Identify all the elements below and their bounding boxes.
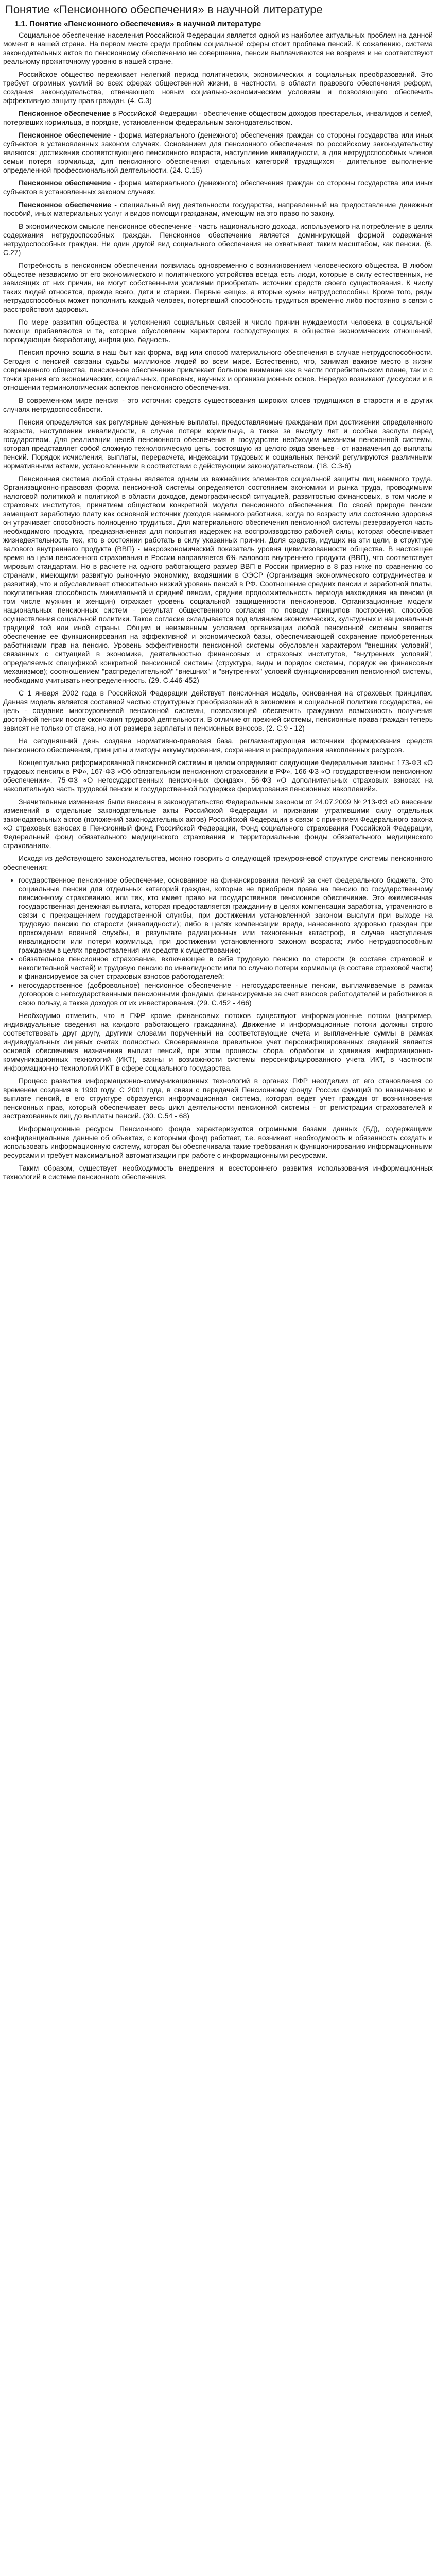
paragraph-text: Пенсия определяется как регулярные денежные выплаты, предоставляемые гражданам при достижении определенного возраста, наступлении инвалидности, в случае потери кормильца, а также за выслугу лет и особые заслуги перед государством. Для реализации целей пенсионного обеспечения в государстве необходим механизм пенсионной системы, которая представляет собой сложную технологическую цепь, состоящую из целого ряда звеньев - от назначения до выплаты пенсий. Порядок исчисления, выплаты, перерасчета, индексации трудовых и социальных пенсий регулируются различными нормативными актами, установленными в соответствии с действующим законодательством. (18. С.3-6): [3, 418, 433, 470]
body-paragraph: [3, 854, 433, 872]
body-paragraph: [3, 261, 433, 314]
paragraph-text: Пенсионная система любой страны является одним из важнейших элементов социальной защиты лиц наемного труда. Организационно-правовая форма пенсионной системы определяется состоянием экономики и рынка труда, проводимыми налоговой политикой и политикой в области доходов, демографической ситуацией, развитостью финансовых, в том числе и страховых институтов, принятием обществом конкретной модели пенсионного обеспечения. По своей природе пенсии замещают заработную плату как основной источник доходов наемного работника, когда по возрасту или состоянию здоровья он утрачивает способность полноценно трудиться. Для материального обеспечения пенсионной системы резервируется часть необходимого продукта, предназначенная для покрытия издержек на воспроизводство рабочей силы, которая обеспечивает жизнедеятельность тех, кто в состоянии работать в силу указанных причин. Доля средств, идущих на эти цели, в структуре валового внутреннего продукта (ВВП) - макроэкономический показатель уровня цивилизованности общества. В настоящее время на цели пенсионного страхования в России направляется 6% валового внутреннего продукта (ВВП), что соответствует мировым стандартам. Но в расчете на одного работающего размер ВВП в России примерно в 8 раз ниже по сравнению со странами, имеющими развитую рыночную экономику, входящими в ОЭСР (Организация экономического сотрудничества и развития), что и обуславливает относительно низкий уровень пенсий в РФ. Соотношение средних пенсии и заработной платы, покупательная способность минимальной и средней пенсии, среднее продолжительность периода нахождения на пенсии (в том числе мужчин и женщин) отражает уровень социальной защищенности пенсионеров. Организационные модели национальных пенсионных систем - результат общественного согласия по поводу принципов построения, способов осуществления социальной политики. Такое согласие складывается под влиянием экономических, культурных и национальных традиций той или иной страны. Общим и неизменным условием организации любой пенсионной системы является обеспечение ее функционирования на эффективной и экономической базы, обеспечивающей сохранение приобретенных работниками прав на пенсию. Уровень эффективности пенсионной системы обусловлен характером "внешних условий", связанных с ситуацией в экономике, деятельностью финансовых и страховых институтов, "внутренних условий", определяемых спецификой конкретной пенсионной системы (структура, виды и порядок системы, порядок ее финансовых механизмов); соотношением "распределительной" "внешних" и "внутренних" условий функционирования пенсионной системы, необходимо учитывать неопределенность. (29. С.446-452): [3, 474, 433, 684]
body-paragraph: [3, 1125, 433, 1160]
term-lead: Пенсионное обеспечение: [19, 131, 111, 139]
paragraph-text: На сегодняшний день создана нормативно-правовая база, регламентирующая источники формирования средств пенсионного обеспечения, принципы и методы аккумулирования, сохранения и распределения накопленных ресурсов.: [3, 737, 433, 754]
paragraph-text: В экономическом смысле пенсионное обеспечение - часть национального дохода, используемого на потребление в целях содержания нетрудоспособных граждан. Пенсионное обеспечение является доминирующей формой содержания нетрудоспособных граждан. Ни один другой вид социального обеспечения не охватывает таким масштабом, как пенсии. (6. С.27): [3, 222, 433, 257]
paragraphs-block: [3, 31, 433, 872]
body-paragraph: [3, 31, 433, 66]
paragraph-text: Исходя из действующего законодательства, можно говорить о следующей трехуровневой структуре системы пенсионного обеспечения:: [3, 854, 433, 871]
paragraph-text: С 1 января 2002 года в Российской Федерации действует пенсионная модель, основанная на страховых принципах. Данная модель является составной частью структурных преобразований в экономике и социальной политике государства, ее цель - создание многоуровневой пенсионной системы, позволяющей обеспечить гражданам возможность получения достойной пенсии после окончания трудовой деятельности. В отличие от прежней системы, пенсионные права граждан теперь зависят не только от стажа, но и от размера зарплаты и пенсионных взносов. (2. С.9 - 12): [3, 689, 433, 732]
page-title: Понятие «Пенсионного обеспечения» в научной литературе: [5, 3, 323, 16]
body-paragraph: [3, 798, 433, 850]
body-paragraph: [3, 758, 433, 793]
body-paragraph: [3, 222, 433, 257]
list-item: • обязательное пенсионное страхование, включающее в себя трудовую пенсию по старости (в составе страховой и накопительной частей) и трудовую пенсию по инвалидности или по случаю потери кормильца (в составе страховой части) и финансируемое за счет страховых взносов работодателей;: [19, 955, 433, 981]
body-paragraph: [3, 474, 433, 685]
paragraph-text: - форма материального (денежного) обеспечения граждан со стороны государства или иных субъектов в установленных законом случаях. Основанием для пенсионного обеспечения по российскому законодательству являются: достижение соответствующего пенсионного возраста, наступление инвалидности, а для нетрудоспособных членов семьи потеря кормильца, для пенсионного обеспечения отдельных категорий трудящихся - длительное выполнение определенной профессиональной деятельности. (24. С.15): [3, 131, 433, 174]
term-lead: Пенсионное обеспечение: [19, 179, 111, 187]
body-paragraph: [3, 737, 433, 754]
body-paragraph: [3, 348, 433, 392]
body-paragraph: [3, 318, 433, 344]
section-heading: 1.1. Понятие «Пенсионного обеспечения» в научной литературе: [14, 20, 261, 28]
body-paragraph: [3, 131, 433, 175]
paragraph-text: Процесс развития информационно-коммуникационных технологий в органах ПФР неотделим от его становления со временем создания в 1990 году. С 2001 года, в связи с передачей Пенсионному фонду России функций по назначению и выплате пенсий, в его структуре образуется информационная система, которая ведет учет граждан от возникновения пенсионных прав, который обеспечивает весь цикл деятельности пенсионной системы - от регистрации страхователей и застрахованных лиц до выплаты пенсий. (30. С.54 - 68): [3, 1077, 433, 1120]
body-paragraph: [3, 689, 433, 733]
body-paragraph: [3, 1077, 433, 1121]
body-paragraph: [3, 109, 433, 127]
list-item: • негосударственное (добровольное) пенсионное обеспечение - негосударственные пенсии, выплачиваемые в рамках договоров с негосударственными пенсионными фондами, финансируемые за счет взносов работодателей и работников в свою пользу, а также доходов от их инвестирования. (29. С.452 - 466): [19, 981, 433, 1007]
paragraph-text: Информационные ресурсы Пенсионного фонда характеризуются огромными базами данных (БД), содержащими конфиденциальные данные об объектах, с которыми фонд работает, т.е. возникает необходимость и обязанность создать и использовать информационную систему, которая бы обеспечивала такие требования к функционированию информационными ресурсами и требует максимальной автоматизации при работе с информационными ресурсами.: [3, 1125, 433, 1159]
paragraph-text: Необходимо отметить, что в ПФР кроме финансовых потоков существуют информационные потоки (например, индивидуальные сведения на каждого работающего гражданина). Движение и информационные потоки должны строго соответствовать друг другу, другими словами порученный на соответствующие счета и выплаченные суммы в рамках индивидуальных лицевых счетах полностью. Своевременное правильное учет персонифицированных сведений является основой обеспечения назначения выплат пенсий, при этом процессы сбора, обработки и хранения информационно-коммуникационных технологий (ИКТ), важны и возможности системы персонифицированного учета ИКТ, в частности информационно-технологий ИКТ в сфере социального государства.: [3, 1011, 433, 1072]
body-paragraph: [3, 70, 433, 105]
structure-list: [3, 876, 433, 1007]
paragraph-text: Пенсия прочно вошла в наш быт как форма, вид или способ материального обеспечения в случае нетрудоспособности. Сегодня с пенсией связаны судьбы миллионов людей во всем мире. Естественно, что, занимая важное место в жизни современного общества, пенсионное обеспечение привлекает большое внимание как в части потребительском плане, так и с точки зрения его экономических, социальных, правовых, научных и организационных основ. Нередко возникают дискуссии и в отношении терминологических аспектов пенсионного обеспечения.: [3, 348, 433, 392]
paragraph-text: По мере развития общества и усложнения социальных связей и число причин нуждаемости человека в социальной помощи прибавляются и те, которые обусловлены характером господствующих в обществе экономических отношений, порождающих безработицу, инфляцию, бедность.: [3, 318, 433, 344]
term-lead: Пенсионное обеспечение: [19, 200, 111, 209]
body-paragraph: [3, 1164, 433, 1181]
body-paragraph: [3, 396, 433, 414]
body-paragraph: [3, 418, 433, 470]
paragraph-text: Концептуально реформированной пенсионной системы в целом определяют следующие Федеральные законы: 173-ФЗ «О трудовых пенсиях в РФ», 167-ФЗ «Об обязательном пенсионном страховании в РФ», 166-ФЗ «О государственном пенсионном обеспечении», 75-ФЗ «О негосударственных пенсионных фондах», 56-ФЗ «О дополнительных страховых взносах на накопительную часть трудовой пенсии и государственной поддержке формирования пенсионных накоплений».: [3, 758, 433, 793]
paragraph-text: Значительные изменения были внесены в законодательство Федеральным законом от 24.07.2009 № 213-ФЗ «О внесении изменений в отдельные законодательные акты Российской Федерации и признании утратившими силу отдельных законодательных актов (положений законодательных актов) Российской Федерации в связи с принятием Федерального закона «О страховых взносах в Пенсионный фонд Российской Федерации, Фонд социального страхования Российской Федерации, Федеральный фонд обязательного медицинского страхования и территориальные фонды обязательного медицинского страхования».: [3, 798, 433, 850]
paragraph-text: - форма материального (денежного) обеспечения граждан со стороны государства или иных субъектов в установленных законом случаях.: [3, 179, 433, 196]
paragraph-text: Социальное обеспечение населения Российской Федерации является одной из наиболее актуальных проблем на данной момент в нашей стране. На первом месте среди проблем социальной сферы стоит проблема пенсий. К сожалению, система законодательных актов по пенсионному обеспечению не совершенна, пенсии выплачиваются не вовремя и не соответствуют реальному прожиточному уровню в нашей стране.: [3, 31, 433, 65]
body-paragraph: [3, 200, 433, 218]
paragraphs-after-block: [3, 1011, 433, 1181]
document-page: [0, 0, 436, 1181]
paragraph-text: Таким образом, существует необходимость внедрения и всестороннего развития использования информационных технологий в системе пенсионного обеспечения.: [3, 1164, 433, 1181]
paragraph-text: В современном мире пенсия - это источник средств существования широких слоев трудящихся в старости и в других случаях нетрудоспособности.: [3, 396, 433, 413]
paragraph-text: в Российской Федерации - обеспечение обществом доходов престарелых, инвалидов и семей, потерявших кормильца, в порядке, установленном федеральным законодательством.: [3, 109, 433, 126]
body-paragraph: [3, 179, 433, 196]
paragraph-text: - специальный вид деятельности государства, направленный на предоставление денежных пособий, иных материальных услуг и видов помощи гражданам, имеющим на это право по закону.: [3, 200, 433, 217]
list-item: • государственное пенсионное обеспечение, основанное на финансировании пенсий за счет федерального бюджета. Это социальные пенсии для отдельных категорий граждан, которые не приобрели права на пенсию по государственному пенсионному страхованию, или тех, кто имеет право на государственное пенсионное обеспечение. Это ежемесячная государственная денежная выплата, которая предоставляется гражданину в целях компенсации заработка, утраченного в связи с прекращением государственной службы, при достижении установленной законом выслуги при выходе на трудовую пенсию по старости (инвалидности); либо в целях компенсации вреда, нанесенного здоровью граждан при прохождении военной службы, в результате радиационных или техногенных катастроф, в случае наступления инвалидности или потери кормильца, при достижении установленного законом возраста; либо нетрудоспособным гражданам в целях предоставления им средств к существованию;: [19, 876, 433, 955]
paragraph-text: Российское общество переживает нелегкий период политических, экономических и социальных преобразований. Это требует огромных усилий во всех сферах общественной жизни, в частности, в области правового обеспечения реформ, создания законодательства, отвечающего новым социально-экономическим условиям и позволяющего обеспечить эффективную защиту прав граждан. (4. С.3): [3, 70, 433, 105]
term-lead: Пенсионное обеспечение: [19, 109, 110, 117]
body-paragraph: [3, 1011, 433, 1073]
paragraph-text: Потребность в пенсионном обеспечении появилась одновременно с возникновением человеческого общества. В любом обществе независимо от его экономического и политического устройства всегда есть люди, которые в силу естественных, не зависящих от них причин, не могут собственными усилиями приобретать источник средств своего существования. К числу таких людей относятся, прежде всего, дети и старики. Первые «еще», а вторые «уже» нетрудоспособны. Кроме того, ряды нетрудоспособных может пополнить каждый человек, потерявший способность трудиться временно либо постоянно в связи с расстройством здоровья.: [3, 261, 433, 313]
